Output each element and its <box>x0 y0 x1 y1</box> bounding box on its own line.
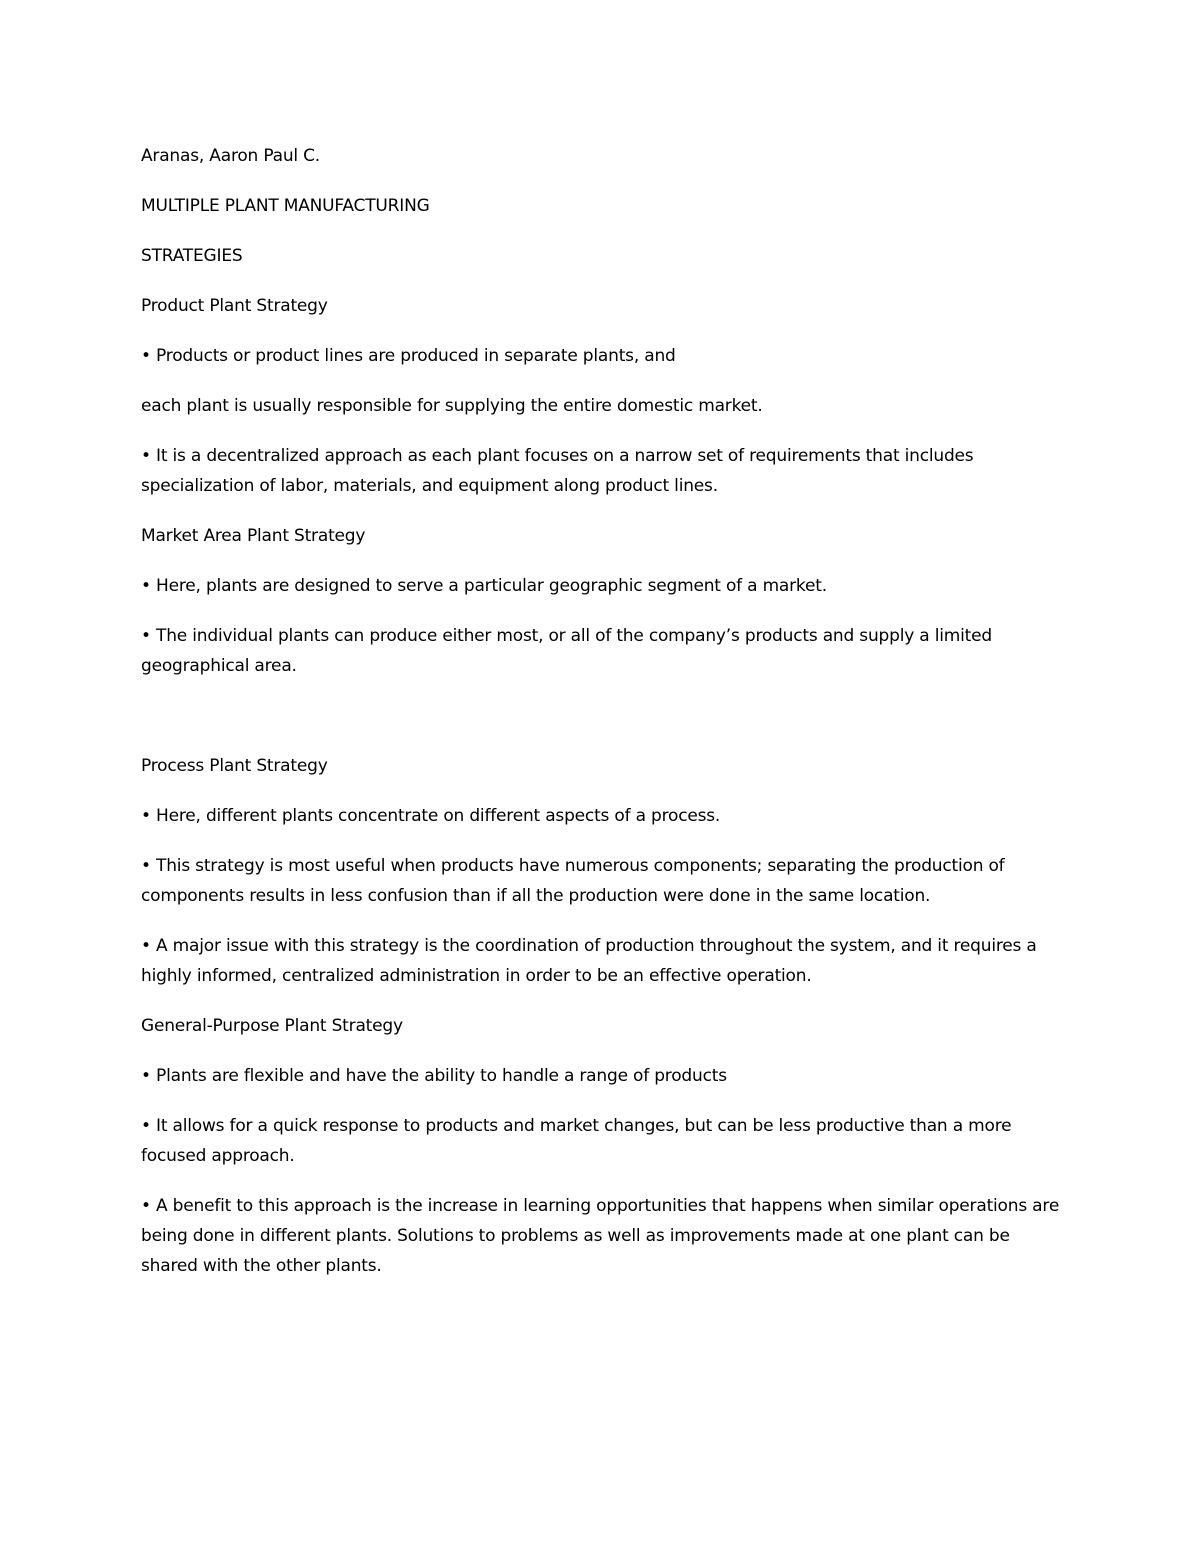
bullet-product-1-line1: • Products or product lines are produced in separate plants, and <box>141 346 676 366</box>
section-heading-process: Process Plant Strategy <box>141 756 328 776</box>
document-body <box>141 141 1061 1281</box>
document-title: MULTIPLE PLANT MANUFACTURING <box>141 196 430 216</box>
bullet-market-1: • Here, plants are designed to serve a particular geographic segment of a market. <box>141 576 827 596</box>
author-name: Aranas, Aaron Paul C. <box>141 146 321 166</box>
bullet-general-1: • Plants are flexible and have the ability to handle a range of products <box>141 1066 727 1086</box>
bullet-product-2: • It is a decentralized approach as each plant focuses on a narrow set of requirements that includes specialization of labor, materials, and equipment along product lines. <box>141 446 974 496</box>
bullet-process-2: • This strategy is most useful when products have numerous components; separating the production of components results in less confusion than if all the production were done in the same location. <box>141 856 1005 906</box>
section-heading-product: Product Plant Strategy <box>141 296 328 316</box>
bullet-general-3: • A benefit to this approach is the increase in learning opportunities that happens when similar operations are being done in different plants. Solutions to problems as well as improvements made at one plant can be shared with the other plants. <box>141 1196 1060 1276</box>
bullet-general-2: • It allows for a quick response to products and market changes, but can be less productive than a more focused approach. <box>141 1116 1012 1166</box>
section-heading-market: Market Area Plant Strategy <box>141 526 366 546</box>
bullet-market-2: • The individual plants can produce either most, or all of the company’s products and supply a limited geographical area. <box>141 626 992 676</box>
bullet-process-3: • A major issue with this strategy is the coordination of production throughout the system, and it requires a highly informed, centralized administration in order to be an effective operation. <box>141 936 1037 986</box>
bullet-process-1: • Here, different plants concentrate on different aspects of a process. <box>141 806 721 826</box>
document-subtitle: STRATEGIES <box>141 246 243 266</box>
bullet-product-1-line2: each plant is usually responsible for supplying the entire domestic market. <box>141 396 763 416</box>
section-heading-general: General-Purpose Plant Strategy <box>141 1016 403 1036</box>
